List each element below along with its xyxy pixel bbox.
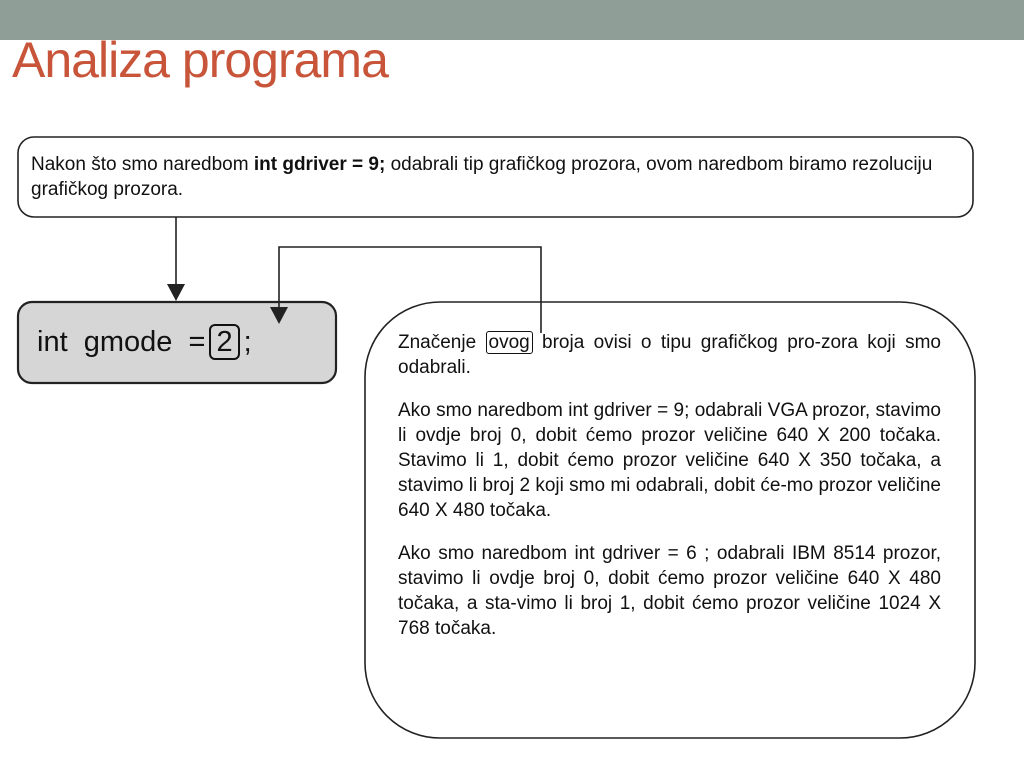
explanation-paragraph-1 — [398, 330, 941, 380]
explanation-paragraph-2: Ako smo naredbom int gdriver = 9; odabrali VGA prozor, stavimo li ovdje broj 0, dobit ćemo prozor veličine 640 X 200 točaka. Stavimo li 1, dobit ćemo prozor veličine 640 X 350 točaka, a stavimo li broj 2 koji smo mi odabrali, dobit će-mo prozor veličine 640 X 480 točaka. — [398, 400, 941, 521]
code-value-box: 2 — [209, 324, 239, 360]
intro-text-before: Nakon što smo naredbom — [31, 154, 254, 175]
intro-to-code-arrowhead — [167, 284, 185, 301]
p1-after: broja ovisi o tipu grafičkog pro-zora koji smo odabrali. — [398, 332, 942, 378]
highlighted-word-ovog: ovog — [486, 331, 533, 354]
explanation-text — [398, 330, 941, 659]
intro-text-after: odabrali tip grafičkog prozora, ovom naredbom biramo rezoluciju grafičkog prozora. — [31, 154, 933, 200]
code-suffix: ; — [243, 326, 252, 358]
intro-box-text — [31, 152, 966, 202]
slide-title: Analiza programa — [12, 32, 388, 88]
explanation-paragraph-3: Ako smo naredbom int gdriver = 6 ; odabrali IBM 8514 prozor, stavimo li ovdje broj 0, dobit ćemo prozor veličine 640 X 480 točaka, a sta-vimo li broj 1, dobit ćemo prozor veličine 1024 X 768 točaka. — [398, 543, 941, 639]
code-prefix: int gmode = — [37, 326, 206, 358]
intro-code-bold: int gdriver = 9; — [253, 154, 386, 175]
code-line — [37, 322, 252, 362]
p1-before: Značenje — [398, 332, 486, 353]
